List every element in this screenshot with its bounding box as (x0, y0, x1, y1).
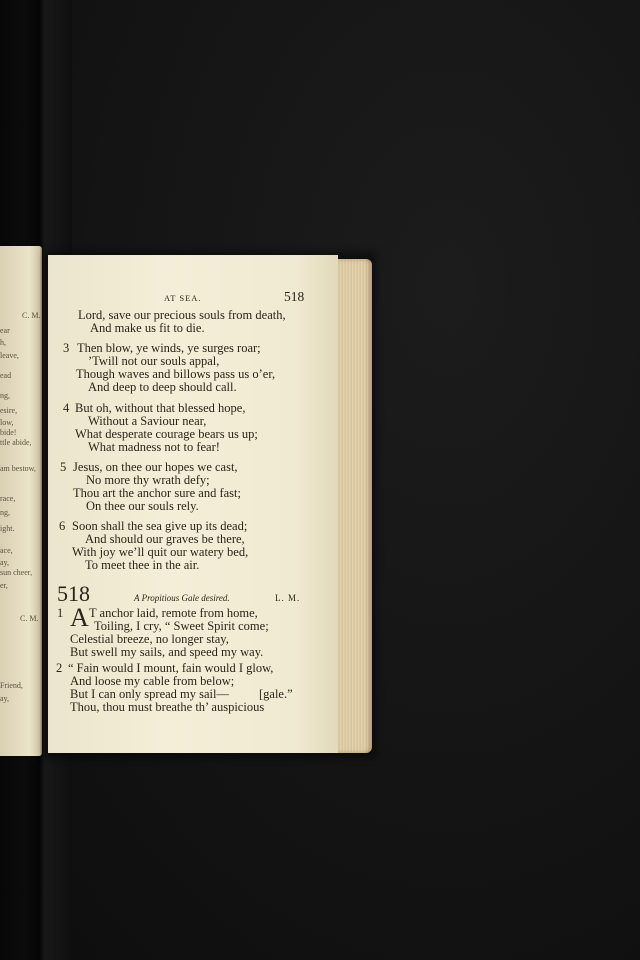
left-fragment: C. M. (20, 614, 39, 623)
left-fragment: low, (0, 418, 14, 427)
left-fragment: race, (0, 494, 16, 503)
verse-line: And should our graves be there, (85, 532, 245, 546)
verse-number: 2 (56, 661, 63, 675)
verse-number: 1 (57, 606, 64, 620)
left-fragment: ear (0, 326, 10, 335)
left-page-edge (0, 246, 42, 756)
left-fragment: ight. (0, 524, 15, 533)
verse-line: Jesus, on thee our hopes we cast, (73, 460, 238, 474)
page-number: 518 (284, 289, 305, 304)
page-block-edge (334, 259, 372, 753)
hymn-number: 518 (57, 581, 90, 606)
verse-number: 3 (63, 341, 70, 355)
verse-number: 4 (63, 401, 70, 415)
verse-line: To meet thee in the air. (85, 558, 200, 572)
verse-line: Lord, save our precious souls from death, (78, 308, 286, 322)
verse-line: Celestial breeze, no longer stay, (70, 632, 229, 646)
verse-line: Then blow, ye winds, ye surges roar; (77, 341, 261, 355)
verse-line: “ Fain would I mount, fain would I glow, (68, 661, 274, 675)
left-fragment: leave, (0, 351, 19, 360)
verse-line: Soon shall the sea give up its dead; (72, 519, 248, 533)
left-fragment: Friend, (0, 681, 23, 690)
running-head: AT SEA. (164, 293, 202, 303)
verse-number: 5 (60, 460, 67, 474)
drop-cap: A (70, 603, 89, 632)
verse-line: But swell my sails, and speed my way. (70, 645, 264, 659)
left-fragment: ace, (0, 546, 13, 555)
verse-line: But oh, without that blessed hope, (75, 401, 246, 415)
left-fragment: sun cheer, (0, 568, 33, 577)
hymn-meter: L. M. (275, 593, 301, 603)
verse-number: 6 (59, 519, 66, 533)
left-fragment: h, (0, 338, 6, 347)
verse-line: What madness not to fear! (88, 440, 220, 454)
verse-line: Toiling, I cry, “ Sweet Spirit come; (94, 619, 269, 633)
verse-line: And deep to deep should call. (88, 380, 237, 394)
verse-line: And loose my cable from below; (70, 674, 235, 688)
verse-line: What desperate courage bears us up; (75, 427, 258, 441)
left-fragment: am bestow, (0, 464, 36, 473)
verse-line: And make us fit to die. (90, 321, 205, 335)
verse-line: Thou, thou must breathe th’ auspicious (70, 700, 265, 714)
left-fragment: bide! (0, 428, 17, 437)
verse-line: T anchor laid, remote from home, (89, 606, 258, 620)
verse-line: But I can only spread my sail— (70, 687, 229, 701)
verse-line: No more thy wrath defy; (86, 473, 210, 487)
verse-line: On thee our souls rely. (86, 499, 199, 513)
verse-line: With joy we’ll quit our watery bed, (72, 545, 249, 559)
left-fragment: ng, (0, 391, 10, 400)
hymnal-page (48, 255, 338, 753)
verse-line: ’Twill not our souls appal, (88, 354, 220, 368)
verse-line: Thou art the anchor sure and fast; (73, 486, 241, 500)
left-fragment: esire, (0, 406, 18, 415)
left-fragment: ay, (0, 558, 10, 567)
left-fragment: er, (0, 581, 8, 590)
left-fragment: ng, (0, 508, 10, 517)
hymn-title: A Propitious Gale desired. (134, 593, 230, 603)
left-fragment: ttle abide, (0, 438, 32, 447)
verse-turnover: [gale.” (259, 687, 293, 701)
left-fragment: ead (0, 371, 12, 380)
verse-line: Without a Saviour near, (88, 414, 207, 428)
verse-line: Though waves and billows pass us o’er, (76, 367, 276, 381)
left-fragment: C. M. (22, 311, 41, 320)
left-fragment: ay, (0, 694, 10, 703)
